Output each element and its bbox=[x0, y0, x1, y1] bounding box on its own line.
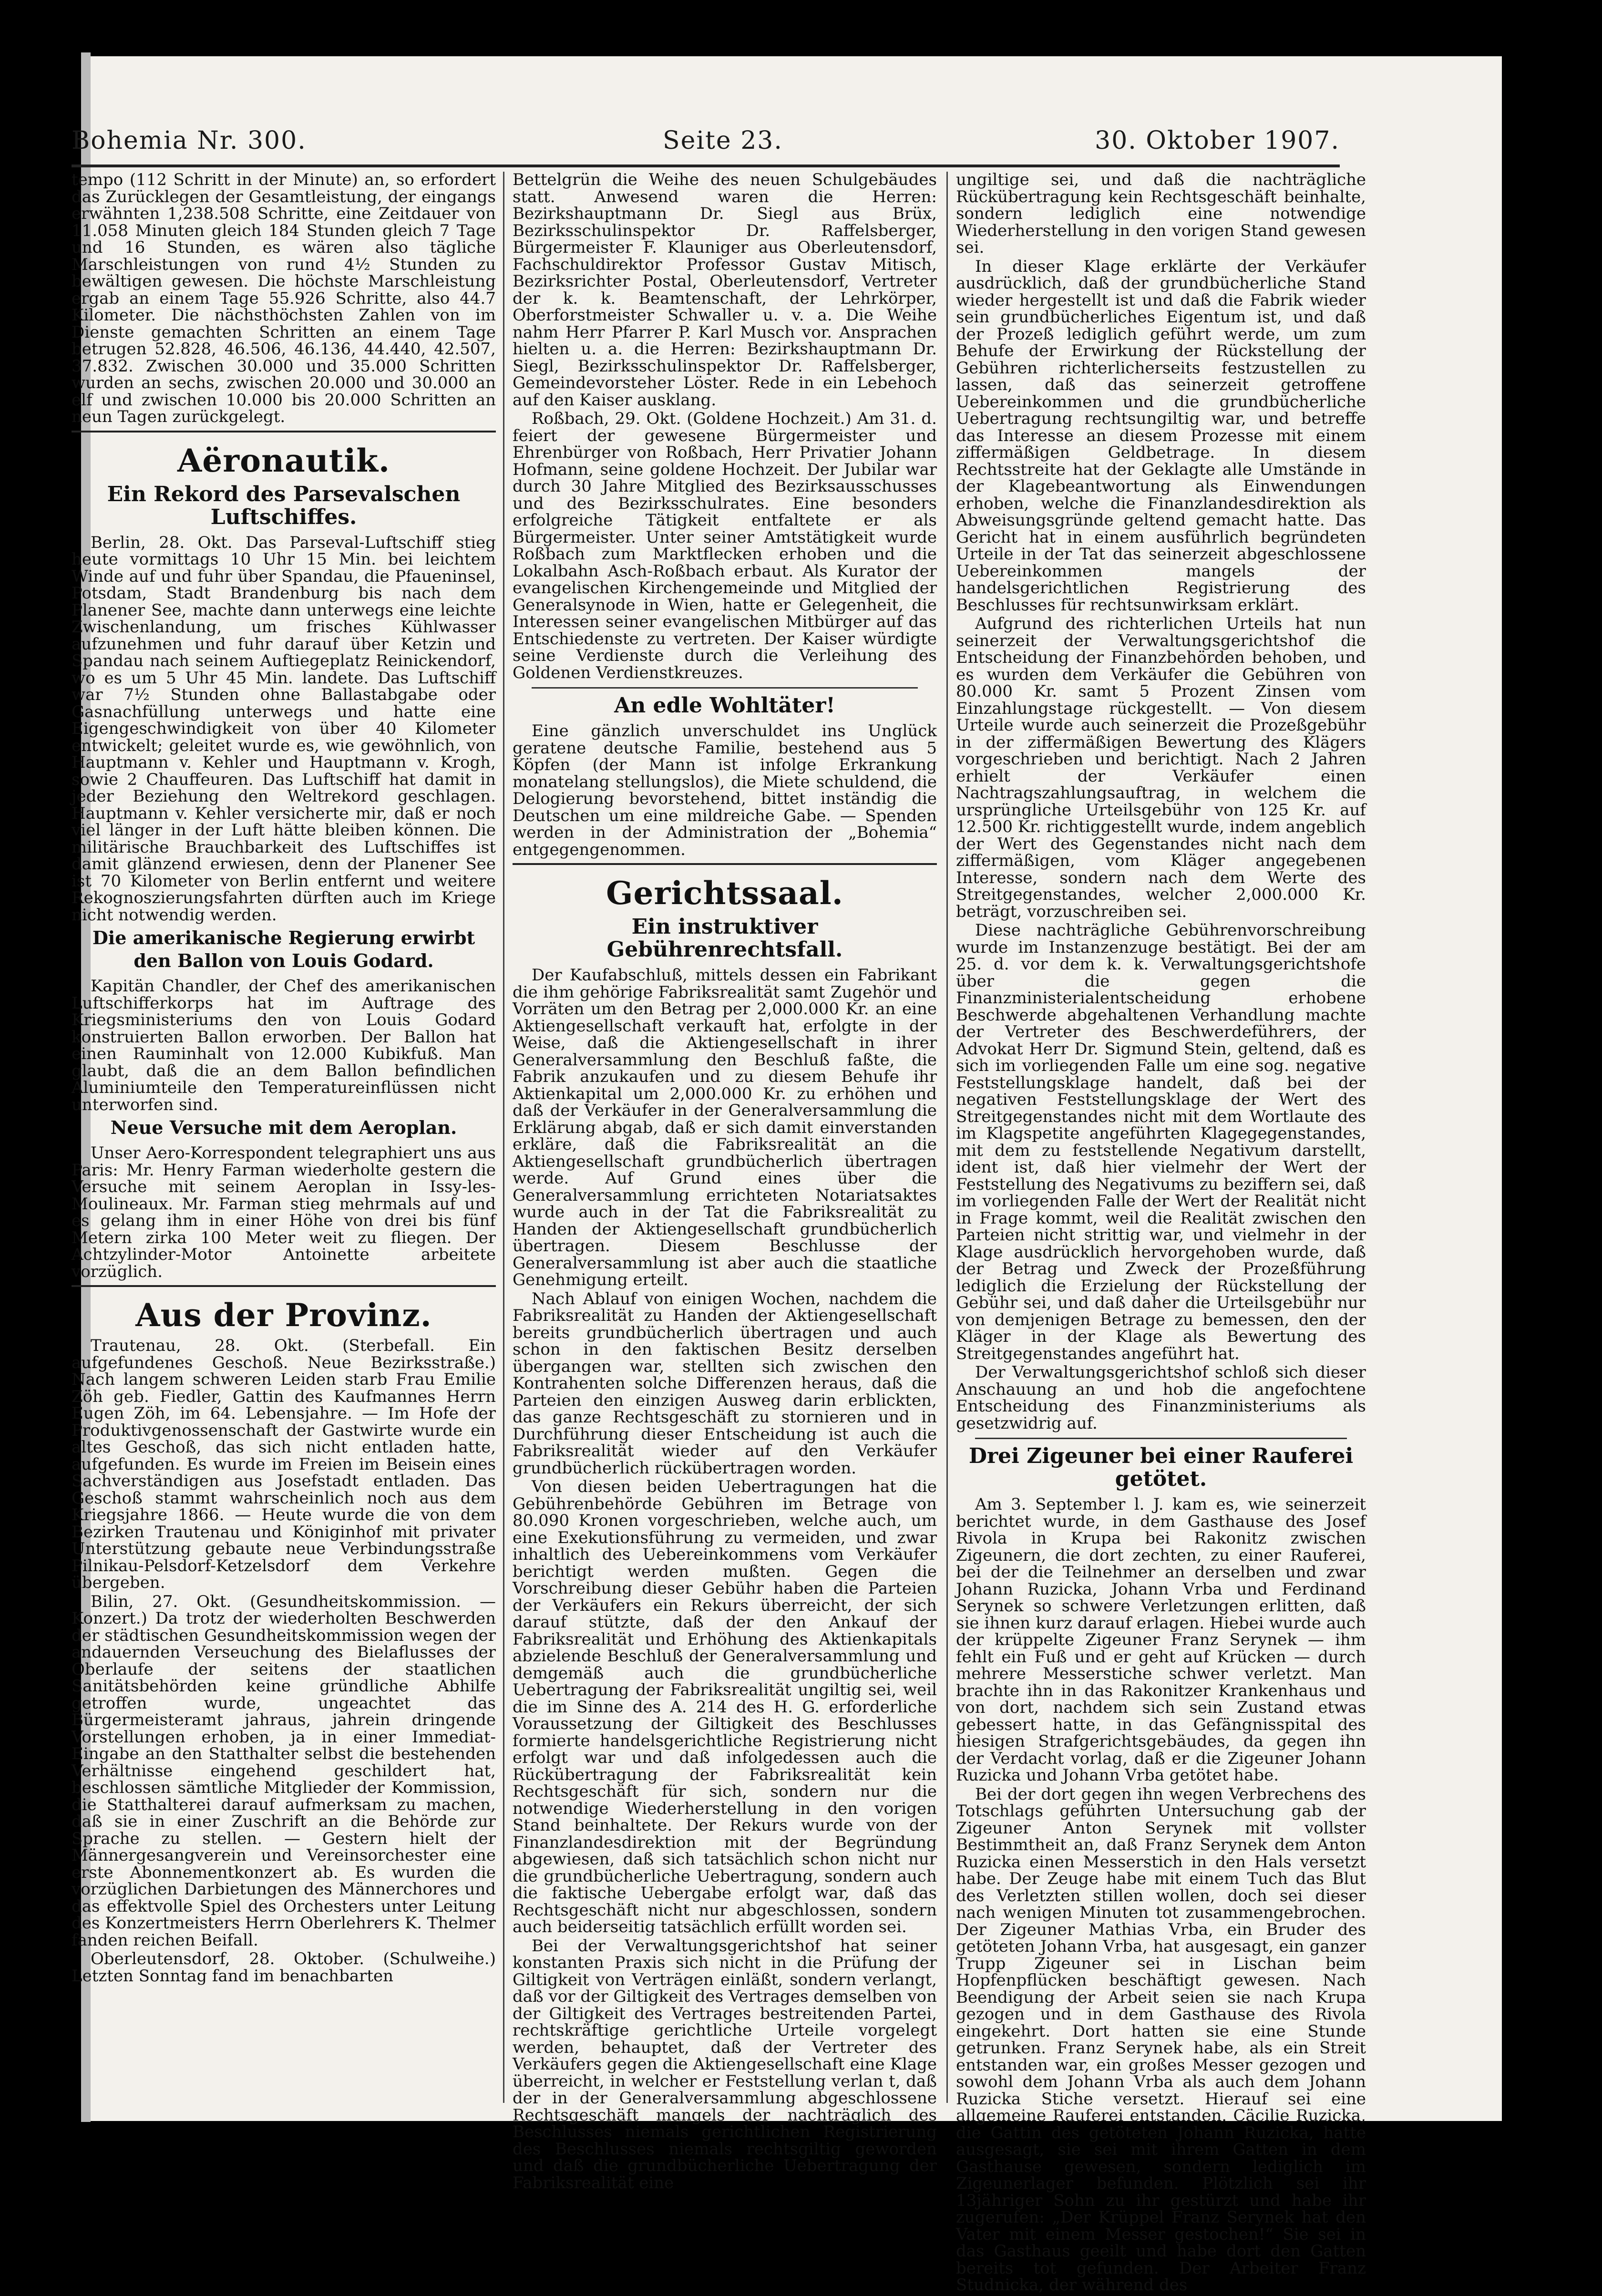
article-text: Trautenau, 28. Okt. (Sterbefall. Ein aufgefundenes Geschoß. Neue Bezirksstraße.) Nach langem schweren Leiden starb Frau Emilie Zöh geb. Fiedler, Gattin des Kaufmannes Herrn Eugen Zöh, im 64. Lebensjahre. — Im Hofe der Produktivgenossenschaft der Gastwirte wurde ein altes Geschoß, das sich nicht entladen hatte, aufgefunden. Es wurde im Freien im Beisein eines Sachverständigen aus Josefstadt entladen. Das Geschoß stammt wahrscheinlich noch aus dem Kriegsjahre 1866. — Heute wurde die von dem Bezirken Trautenau und Königinhof mit privater Unterstützung gebaute neue Verbindungsstraße Pilnikau-Pelsdorf-Ketzelsdorf dem Verkehre übergeben. bbox=[72, 1336, 496, 1592]
article-text: In dieser Klage erklärte der Verkäufer ausdrücklich, daß der grundbücherliche Stand wieder hergestellt ist und daß die Fabrik wieder sein grundbücherliches Eigentum ist, und daß der Prozeß lediglich geführt werde, um zum Behufe der Erwirkung der Rückstellung der Gebühren richterlicherseits festzustellen zu lassen, daß das seinerzeit getroffene Uebereinkommen und die grundbücherliche Uebertragung rechtsungiltig war, und betreffe das Interesse an diesem Prozesse mit einem ziffermäßigen Geldbetrage. In diesem Rechtsstreite hat der Geklagte alle Umstände in der Klagebeantwortung als Einwendungen erhoben, welche die Finanzlandesdirektion als Abweisungsgründe geltend gemacht hatte. Das Gericht hat in einem ausführlich begründeten Urteile in der Tat das seinerzeit abgeschlossene Uebereinkommen mangels der handelsgerichtlichen Registrierung des Beschlusses für rechtsunwirksam erklärt. bbox=[956, 257, 1366, 615]
section-heading-gerichtssaal: Gerichtssaal. bbox=[606, 875, 843, 912]
section-heading-provinz: Aus der Provinz. bbox=[135, 1297, 432, 1334]
article-text: Der Verwaltungsgerichtshof schloß sich dieser Anschauung an und hob die angefochtene Entscheidung des Finanzministeriums als gesetzwidrig auf. bbox=[956, 1363, 1366, 1433]
article-text: Roßbach, 29. Okt. (Goldene Hochzeit.) Am 31. d. feiert der gewesene Bürgermeister und Ehrenbürger von Roßbach, Herr Privatier Johann Hofmann, seine goldene Hochzeit. Der Jubilar war durch 30 Jahre Mitglied des Bezirksausschusses und des Bezirksschulrates. Eine besonders erfolgreiche Tätigkeit entfaltete er als Bürgermeister. Unter seiner Amtstätigkeit wurde Roßbach zum Marktflecken erhoben und die Lokalbahn Asch-Roßbach erbaut. Als Kurator der evangelischen Kirchengemeinde und Mitglied der Generalsynode in Wien, hatte er Gelegenheit, die Interessen seiner evangelischen Mitbürger auf das Entschiedenste zu vertreten. Der Kaiser würdigte seine Verdienste durch die Verleihung des Goldenen Verdienstkreuzes. bbox=[513, 409, 937, 682]
article-headline: Drei Zigeuner bei einer Rauferei getötet. bbox=[968, 1444, 1354, 1491]
column-2 bbox=[513, 172, 937, 2193]
section-divider bbox=[72, 1285, 496, 1287]
header-rule bbox=[72, 165, 1340, 167]
article-headline: Ein Rekord des Parsevalschen Luftschiffes. bbox=[107, 482, 461, 529]
header-issue: Bohemia Nr. 300. bbox=[72, 126, 307, 155]
column-3 bbox=[956, 172, 1366, 2296]
section-heading-aeronautik: Aëronautik. bbox=[177, 442, 390, 479]
column-1 bbox=[72, 172, 496, 1987]
article-text: Am 3. September l. J. kam es, wie seinerzeit berichtet wurde, in dem Gasthause des Josef Rivola in Krupa bei Rakonitz zwischen Zigeunern, die dort zechten, zu einer Rauferei, bei der die Teilnehmer an derselben und zwar Johann Ruzicka, Johann Vrba und Ferdinand Serynek so schwere Verletzungen erlitten, daß sie ihnen kurz darauf erlagen. Hiebei wurde auch der krüppelte Zigeuner Franz Serynek — ihm fehlt ein Fuß und er geht auf Krücken — durch mehrere Messerstiche schwer verletzt. Man brachte ihn in das Rakonitzer Krankenhaus und von dort, nachdem sich sein Zustand etwas gebessert hatte, in das Gefängnisspital des hiesigen Strafgerichtsgebäudes, da gegen ihn der Verdacht vorlag, daß er die Zigeuner Johann Ruzicka und Johann Vrba getötet habe. bbox=[956, 1495, 1366, 1785]
article-text: tempo (112 Schritt in der Minute) an, so erfordert das Zurücklegen der Gesamtleistung, der eingangs erwähnten 1,238.508 Schritte, eine Zeitdauer von 11.058 Minuten gleich 184 Stunden gleich 7 Tage und 16 Stunden, es wären also tägliche Marschleistungen von rund 4½ Stunden zu bewältigen gewesen. Die höchste Marschleistung ergab an einem Tage 55.926 Schritte, also 44.7 Kilometer. Die nächsthöchsten Zahlen von im Dienste gemachten Schritten an einem Tage betrugen 52.828, 46.506, 46.136, 44.440, 42.507, 37.832. Zwischen 30.000 und 35.000 Schritten wurden an sechs, zwischen 20.000 und 30.000 an elf und zwischen 10.000 bis 20.000 Schritten an neun Tagen zurückgelegt. bbox=[72, 170, 496, 426]
article-text: Bei der dort gegen ihn wegen Verbrechens des Totschlags geführten Untersuchung gab der Zigeuner Anton Serynek mit vollster Bestimmtheit an, daß Franz Serynek dem Anton Ruzicka einen Messerstich in den Hals versetzt habe. Der Zeuge habe mit einem Tuch das Blut des Verletzten stillen wollen, doch sei dieser nach wenigen Minuten tot zusammengebrochen. Der Zigeuner Mathias Vrba, ein Bruder des getöteten Johann Vrba, hat ausgesagt, ein ganzer Trupp Zigeuner sei in Lischan beim Hopfenpflücken beschäftigt gewesen. Nach Beendigung der Arbeit seien sie nach Krupa gezogen und in dem Gasthause des Rivola eingekehrt. Dort hatten sie eine Stunde getrunken. Franz Serynek habe, als ein Streit entstanden war, ein großes Messer gezogen und sowohl dem Johann Vrba als auch dem Johann Ruzicka Stiche versetzt. Hierauf sei eine allgemeine Rauferei entstanden. Cäcilie Ruzicka, die Gattin des getöteten Johann Ruzicka, hatte ausgesagt, sie sei mit ihrem Gatten in dem Gasthause gewesen, sondern lediglich im Zigeunerlager befunden. Plötzlich sei ihr 13jähriger Sohn zu ihr gestürzt und habe ihr zugerufen: „Der Krüppel Franz Serynek hat den Vater mit einem Messer gestochen!“ Sie sei in das Gasthaus geeilt und habe dort den Gatten bereits tot gefunden. Der Arbeiter Franz Studnicka, der während des bbox=[956, 1784, 1366, 2295]
article-text: Bei der Verwaltungsgerichtshof hat seiner konstanten Praxis sich nicht in die Prüfung der Giltigkeit von Verträgen einläßt, sondern verlangt, daß vor der Giltigkeit des Vertrages demselben von der Giltigkeit des Vertrages bestreitenden Partei, rechtskräftige gerichtliche Urteile vorgelegt werden, behauptet, daß der Vertreter des Verkäufers gegen die Aktiengesellschaft eine Klage überreicht, in welcher er Feststellung verlan t, daß der in der Generalversammlung abgeschlossene Rechtsgeschäft mangels der nachträglich des Beschlusses niemals gerichtlichen Registrierung des Beschlusses niemals rechtsgiltig geworden und daß die grundbücherliche Uebertragung der Fabriksrealität eine bbox=[513, 1936, 937, 2193]
article-text: Oberleutensdorf, 28. Oktober. (Schulweihe.) Letzten Sonntag fand im benachbarten bbox=[72, 1949, 496, 1986]
header-page-number: Seite 23. bbox=[663, 126, 783, 155]
header-date: 30. Oktober 1907. bbox=[1095, 126, 1340, 155]
article-text: Der Kaufabschluß, mittels dessen ein Fabrikant die ihm gehörige Fabriksrealität samt Zugehör und Vorräten um den Betrag per 2,000.000 Kr. an eine Aktiengesellschaft verkauft hat, erfolgte in der Weise, daß die Aktiengesellschaft in ihrer Generalversammlung den Beschluß faßte, die Fabrik anzukaufen und zu diesem Behufe ihr Aktienkapital um 2,000.000 Kr. zu erhöhen und daß der Verkäufer in der Generalversammlung die Erklärung abgab, daß er sich damit einverstanden erkläre, daß die Fabriksrealität an die Aktiengesellschaft grundbücherlich übertragen werde. Auf Grund eines über die Generalversammlung errichteten Notariatsaktes wurde auch in der Tat die Fabriksrealität zu Handen der Aktiengesellschaft grundbücherlich übertragen. Diesem Beschlusse der Generalversammlung ist aber auch die staatliche Genehmigung erteilt. bbox=[513, 966, 937, 1289]
article-text: Eine gänzlich unverschuldet ins Unglück geratene deutsche Familie, bestehend aus 5 Köpfen (der Mann ist infolge Erkrankung monatelang stellungslos), die Miete schuldend, die Delogierung bevorstehend, bittet inständig die Deutschen um eine mildreiche Gabe. — Spenden werden in der Administration der „Bohemia“ entgegengenommen. bbox=[513, 721, 937, 859]
section-divider bbox=[513, 863, 937, 865]
article-text: Bettelgrün die Weihe des neuen Schulgebäudes statt. Anwesend waren die Herren: Bezirkshauptmann Dr. Siegl aus Brüx, Bezirksschulinspektor Dr. Raffelsberger, Bürgermeister F. Klauniger aus Oberleutensdorf, Fachschuldirektor Professor Gustav Mitisch, Bezirksrichter Postal, Oberleutensdorf, Vertreter der k. k. Beamtenschaft, der Lehrkörper, Oberforstmeister Schwaller u. v. a. Die Weihe nahm Herr Pfarrer P. Karl Musch vor. Ansprachen hielten u. a. die Herren: Bezirkshauptmann Dr. Siegl, Bezirksschulinspektor Dr. Raffelsberger, Gemeindevorsteher Löster. Rede in ein Lebehoch auf den Kaiser ausklang. bbox=[513, 170, 937, 410]
article-text: Unser Aero-Korrespondent telegraphiert uns aus Paris: Mr. Henry Farman wiederholte gestern die Versuche mit seinem Aeroplan in Issy-les-Moulineaux. Mr. Farman stieg mehrmals auf und es gelang ihm in einer Höhe von drei bis fünf Metern zirka 100 Meter weit zu fliegen. Der Achtzylinder-Motor Antoinette arbeitete vorzüglich. bbox=[72, 1143, 496, 1281]
page-header bbox=[72, 126, 1340, 160]
article-headline: Ein instruktiver Gebührenrechtsfall. bbox=[606, 915, 843, 962]
article-text: Von diesen beiden Uebertragungen hat die Gebührenbehörde Gebühren im Betrage von 80.090 Kronen vorgeschrieben, welche auch, um eine Exekutionsführung zu vermeiden, und zwar inhaltlich des Uebereinkommens vom Verkäufer berichtigt werden mußten. Gegen die Vorschreibung dieser Gebühr haben die Parteien der Verkäufers ein Rekurs überreicht, der sich darauf stützte, daß der den Ankauf der Fabriksrealität und Erhöhung des Aktienkapitals abzielende Beschluß der Generalversammlung und demgemäß auch die grundbücherliche Uebertragung der Fabriksrealität ungiltig sei, weil die im Sinne des A. 214 des H. G. erforderliche Voraussetzung der Giltigkeit des Beschlusses formierte handelsgerichtliche Registrierung nicht erfolgt war und daß infolgedessen auch die Rückübertragung der Fabriksrealität kein Rechtsgeschäft für sich, sondern nur die notwendige Wiederherstellung in den vorigen Stand beinhaltete. Der Rekurs wurde von der Finanzlandesdirektion mit der Begründung abgewiesen, daß sich tatsächlich schon nicht nur die grundbücherliche Uebertragung, sondern auch die faktische Uebergabe erfolgt war, daß das Rechtsgeschäft nicht nur abgeschlossen, sondern auch beiderseitig tatsächlich erfüllt worden sei. bbox=[513, 1477, 937, 1936]
column-divider-2 bbox=[946, 172, 948, 2103]
article-divider bbox=[975, 1438, 1347, 1439]
article-text: ungiltige sei, und daß die nachträgliche Rückübertragung kein Rechtsgeschäft beinhalte, sondern lediglich eine notwendige Wiederherstellung in den vorigen Stand gewesen sei. bbox=[956, 170, 1366, 257]
article-divider bbox=[532, 687, 918, 689]
section-divider bbox=[72, 431, 496, 432]
article-text: Kapitän Chandler, der Chef des amerikanischen Luftschifferkorps hat im Auftrage des Kriegsministeriums den von Louis Godard konstruierten Ballon erworben. Der Ballon hat einen Rauminhalt von 12.000 Kubikfuß. Man glaubt, daß die an dem Ballon befindlichen Aluminiumteile den Temperatureinflüssen nicht unterworfen sind. bbox=[72, 977, 496, 1114]
column-divider-1 bbox=[503, 172, 504, 2103]
article-text: Berlin, 28. Okt. Das Parseval-Luftschiff stieg heute vormittags 10 Uhr 15 Min. bei leichtem Winde auf und fuhr über Spandau, die Pfaueninsel, Potsdam, Stadt Brandenburg bis nach dem Planener See, machte dann unterwegs eine leichte Zwischenlandung, um frisches Kühlwasser aufzunehmen und fuhr darauf über Ketzin und Spandau nach seinem Auftiegeplatz Reinickendorf, wo es um 5 Uhr 45 Min. landete. Das Luftschiff war 7½ Stunden ohne Ballastabgabe oder Gasnachfüllung unterwegs und hatte eine Eigengeschwindigkeit von über 40 Kilometer entwickelt; geleitet wurde es, wie gewöhnlich, von Hauptmann v. Kehler und Hauptmann v. Krogh, sowie 2 Chauffeuren. Das Luftschiff hat damit in jeder Beziehung den Weltrekord geschlagen. Hauptmann v. Kehler versicherte mir, daß er noch viel länger in der Luft hätte bleiben können. Die militärische Brauchbarkeit des Luftschiffes ist damit glänzend erwiesen, denn der Planener See ist 70 Kilometer von Berlin entfernt und weitere Rekognoszierungsfahrten dürften auch im Kriege nicht notwendig werden. bbox=[72, 533, 496, 925]
article-text: Bilin, 27. Okt. (Gesundheitskommission. — Konzert.) Da trotz der wiederholten Beschwerden der städtischen Gesundheitskommission wegen der andauernden Verseuchung des Bielaflusses der Oberlaufe der seitens der staatlichen Sanitätsbehörden keine gründliche Abhilfe getroffen wurde, ungeachtet das Bürgermeisteramt jahraus, jahrein dringende Vorstellungen erhoben, ja in einer Immediat-Eingabe an den Statthalter selbst die bestehenden Verhältnisse eingehend geschildert hat, beschlossen sämtliche Mitglieder der Kommission, die Statthalterei darauf aufmerksam zu machen, daß sie in einer Zuschrift an die Behörde zur Sprache zu stellen. — Gestern hielt der Männergesangverein und Vereinsorchester eine erste Abonnementkonzert ab. Es wurden die vorzüglichen Darbietungen des Männerchores und das effektvolle Spiel des Orchesters unter Leitung des Konzertmeisters Herrn Oberlehrers K. Thelmer fanden reichen Beifall. bbox=[72, 1592, 496, 1950]
article-headline: An edle Wohltäter! bbox=[614, 693, 835, 718]
article-text: Aufgrund des richterlichen Urteils hat nun seinerzeit der Verwaltungsgerichtshof die Entscheidung der Finanzbehörden behoben, und es wurden dem Verkäufer die Gebühren von 80.000 Kr. samt 5 Prozent Zinsen vom Einzahlungstage rückgestellt. — Von diesem Urteile wurde auch seinerzeit die Prozeßgebühr in der ziffermäßigen Bewertung des Klägers vorgeschrieben und berichtigt. Nach 2 Jahren erhielt der Verkäufer einen Nachtragszahlungsauftrag, in welchem die ursprüngliche Urteilsgebühr von 125 Kr. auf 12.500 Kr. richtiggestellt wurde, indem angeblich der Wert des Gegenstandes nicht nach dem ziffermäßigen, vom Kläger angegebenen Interesse, sondern nach dem Werte des Streitgegenstandes, welcher 2,000.000 Kr. beträgt, vorzuschreiben sei. bbox=[956, 614, 1366, 921]
article-text: Nach Ablauf von einigen Wochen, nachdem die Fabriksrealität zu Handen der Aktiengesellschaft bereits grundbücherlich übertragen und auch schon in den faktischen Besitz derselben übergangen war, stellten sich zwischen den Kontrahenten solche Differenzen heraus, daß die Parteien den einzigen Ausweg darin erblickten, das ganze Rechtsgeschäft zu stornieren und in Durchführung dieser Entscheidung ist auch die Fabriksrealität wieder auf den Verkäufer grundbücherlich rückübertragen worden. bbox=[513, 1289, 937, 1478]
article-headline: Die amerikanische Regierung erwirbt den Ballon von Louis Godard. bbox=[92, 927, 475, 971]
article-text: Diese nachträgliche Gebührenvorschreibung wurde im Instanzenzuge bestätigt. Bei der am 25. d. vor dem k. k. Verwaltungsgerichtshofe über die gegen die Finanzministerialentscheidung erhobene Beschwerde abgehaltenen Verhandlung machte der Vertreter des Beschwerdeführers, der Advokat Herr Dr. Sigmund Stein, geltend, daß es sich im vorliegenden Falle um eine sog. negative Feststellungsklage handelt, daß bei der negativen Feststellungsklage der Wert des Streitgegenstandes nicht mit dem Wortlaute des im Klagspetite angeführten Klagegegenstandes, mit dem zu feststellende Negativum darstellt, ident ist, daß hier vielmehr der Wert der Feststellung des Negativums zu beziffern sei, daß im vorliegenden Falle der Wert der Realität nicht in Frage kommt, weil die Realität zwischen den Parteien nicht strittig war, und vielmehr in der Klage ausdrücklich hervorgehoben wurde, daß der Betrag und Zweck der Prozeßführung lediglich die Erzielung der Rückstellung der Gebühr sei, und daß daher die Urteilsgebühr nur von demjenigen Betrage zu bemessen, den der Kläger in der Klage als Bewertung des Streitgegenstandes angeführt hat. bbox=[956, 921, 1366, 1363]
article-headline: Neue Versuche mit dem Aeroplan. bbox=[110, 1117, 457, 1138]
